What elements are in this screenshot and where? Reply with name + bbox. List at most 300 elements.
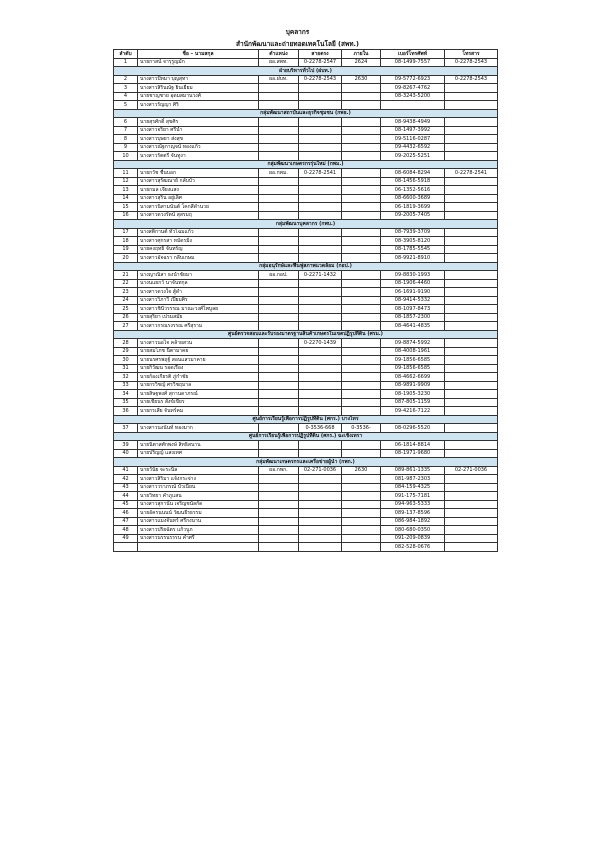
fax-number (445, 126, 498, 135)
row-number: 34 (114, 390, 138, 399)
person-name: นายคงฤทธิ์ จันทร์ญ (138, 245, 259, 254)
phone-number: 08-3243-5200 (381, 92, 445, 101)
extension (342, 211, 381, 220)
header-position: ตำแหน่ง (259, 50, 299, 59)
fax-number: 0-2278-2541 (445, 169, 498, 178)
section-header-row (114, 432, 498, 441)
extension (342, 407, 381, 416)
table-row (114, 534, 498, 543)
extension (342, 373, 381, 382)
fax-number (445, 407, 498, 416)
table-row (114, 441, 498, 450)
person-name: นายกาสน์ จารุรูญมัก (138, 58, 259, 67)
row-number: 27 (114, 322, 138, 331)
direct-line (299, 177, 342, 186)
row-number: 5 (114, 101, 138, 110)
row-number: 42 (114, 475, 138, 484)
table-row (114, 356, 498, 365)
direct-line (299, 509, 342, 518)
phone-number: 08-9921-8910 (381, 254, 445, 263)
table-row (114, 381, 498, 390)
section-label: ฝ่ายบริหารทั่วไป (ฝบท.) (114, 67, 498, 76)
row-number: 48 (114, 526, 138, 535)
extension (342, 296, 381, 305)
position (259, 177, 299, 186)
person-name: นายสิษฐพงศ์ สุกานดาภรณ์ (138, 390, 259, 399)
direct-line (299, 203, 342, 212)
direct-line (299, 398, 342, 407)
phone-number: 08-4662-6699 (381, 373, 445, 382)
direct-line (299, 449, 342, 458)
phone-number: 086-984-1892 (381, 517, 445, 526)
position (259, 534, 299, 543)
person-name: นายปริญญ์ แสงเทศ (138, 449, 259, 458)
position (259, 407, 299, 416)
row-number: 17 (114, 228, 138, 237)
fax-number (445, 152, 498, 161)
person-name: นางสาวชินีวรรรณ มาณะวงศ์ไพบูลย (138, 305, 259, 314)
position (259, 364, 299, 373)
table-row (114, 373, 498, 382)
table-row (114, 313, 498, 322)
fax-number (445, 237, 498, 246)
phone-number: 09-1856-6585 (381, 364, 445, 373)
position (259, 517, 299, 526)
row-number: 6 (114, 118, 138, 127)
header-phone: เบอร์โทรศัพท์ (381, 50, 445, 59)
position (259, 509, 299, 518)
position (259, 449, 299, 458)
phone-number: 08-9414-5332 (381, 296, 445, 305)
position: ผอ.กพม. (259, 169, 299, 178)
extension (342, 194, 381, 203)
phone-number: 08-6600-3689 (381, 194, 445, 203)
phone-number: 08-6084-8294 (381, 169, 445, 178)
row-number: 35 (114, 398, 138, 407)
table-row (114, 483, 498, 492)
phone-number: 089-861-1335 (381, 466, 445, 475)
fax-number (445, 101, 498, 110)
phone-number: 087-805-1159 (381, 398, 445, 407)
direct-line (299, 441, 342, 450)
fax-number (445, 288, 498, 297)
fax-number (445, 339, 498, 348)
extension: 0-3536- (342, 424, 381, 433)
fax-number (445, 364, 498, 373)
person-name: นายเชียนร สังข์เขียร (138, 398, 259, 407)
person-name: นางสาววราภรณ์ บัวเนียน (138, 483, 259, 492)
phone-number: 08-1971-9680 (381, 449, 445, 458)
extension (342, 483, 381, 492)
fax-number: 02-271-0036 (445, 466, 498, 475)
section-label: ศูนย์การเรียนรู้เพื่อการปฏิรูปที่ดิน (ศกร.) ฉะเชิงเทรา (114, 432, 498, 441)
phone-number: 089-137-8596 (381, 509, 445, 518)
person-name: นายนิตาสศักพงษ์ สิทธิสนาน (138, 441, 259, 450)
row-number: 1 (114, 58, 138, 67)
person-name: นายสุริยา เปรมสมัย (138, 313, 259, 322)
position (259, 390, 299, 399)
extension (342, 228, 381, 237)
row-number: 20 (114, 254, 138, 263)
table-row (114, 288, 498, 297)
position (259, 381, 299, 390)
row-number: 19 (114, 245, 138, 254)
phone-number: 08-1857-2300 (381, 313, 445, 322)
row-number: 31 (114, 364, 138, 373)
fax-number (445, 517, 498, 526)
section-header-row (114, 160, 498, 169)
person-name: นางสติกานต์ ทัวโฉมแก้ว (138, 228, 259, 237)
extension (342, 322, 381, 331)
extension (342, 237, 381, 246)
extension (342, 509, 381, 518)
row-number: 33 (114, 381, 138, 390)
phone-number: 09-5772-6923 (381, 75, 445, 84)
position (259, 186, 299, 195)
person-name: นางสาวปริยฉัตร แก้วบูภ (138, 526, 259, 535)
fax-number (445, 211, 498, 220)
extension (342, 84, 381, 93)
person-name: นางสาวสิริมา แจ้งกระจ่าง (138, 475, 259, 484)
person-name: นายชาญชาย อุดมสมานวงศ์ (138, 92, 259, 101)
table-row (114, 322, 498, 331)
phone-number: 08-1785-5545 (381, 245, 445, 254)
extension (342, 143, 381, 152)
section-label: ศูนย์ตรวจสอบและรับรองมาตรฐานสินค้าเกษตรในเขตปฏิรูปที่ดิน (ศรม.) (114, 330, 498, 339)
fax-number (445, 194, 498, 203)
header-direct-line: สายตรง (299, 50, 342, 59)
row-number: 24 (114, 296, 138, 305)
section-label: ศูนย์การเรียนรู้เพื่อการปฏิรูปที่ดิน (ศกร.) บางไทร (114, 415, 498, 424)
fax-number (445, 313, 498, 322)
person-name: นายสุรศักดิ์ สุขศิร (138, 118, 259, 127)
table-row (114, 390, 498, 399)
position (259, 526, 299, 535)
direct-line (299, 186, 342, 195)
row-number: 9 (114, 143, 138, 152)
position: ผอ.กพก. (259, 466, 299, 475)
document-subtitle: สำนักพัฒนาและถ่ายทอดเทคโนโลยี (สพท.) (236, 40, 359, 48)
position (259, 194, 299, 203)
position (259, 441, 299, 450)
fax-number (445, 424, 498, 433)
fax-number (445, 322, 498, 331)
row-number: 23 (114, 288, 138, 297)
table-row (114, 237, 498, 246)
table-row (114, 466, 498, 475)
person-name (138, 543, 259, 552)
table-row (114, 526, 498, 535)
person-name: นางนแยกว์ นาจันทกุล (138, 279, 259, 288)
section-header-row (114, 330, 498, 339)
section-header-row (114, 458, 498, 467)
person-name: นายวิทยา คำภูแสน (138, 492, 259, 501)
direct-line (299, 135, 342, 144)
table-row (114, 424, 498, 433)
phone-number: 08-4008-1961 (381, 347, 445, 356)
table-row (114, 126, 498, 135)
person-name: นางสาวดวงรัตน์ สุสรมฤ (138, 211, 259, 220)
position (259, 84, 299, 93)
direct-line (299, 526, 342, 535)
person-name: นางญาณิสา ธงนำชัยมา (138, 271, 259, 280)
position (259, 424, 299, 433)
direct-line (299, 118, 342, 127)
person-name: นางสาวนงนันท์ ทองมาก (138, 424, 259, 433)
row-number: 21 (114, 271, 138, 280)
position (259, 339, 299, 348)
phone-number: 09-8874-5992 (381, 339, 445, 348)
row-number: 10 (114, 152, 138, 161)
row-number: 44 (114, 492, 138, 501)
person-name: นางสาววิภาวี เปียมศิร (138, 296, 259, 305)
extension (342, 441, 381, 450)
direct-line: 0-2278-2547 (299, 58, 342, 67)
phone-number: 08-3905-8120 (381, 237, 445, 246)
extension (342, 517, 381, 526)
direct-line (299, 543, 342, 552)
person-name: นางสาวกรณรงรรณ ศรีสุราม (138, 322, 259, 331)
person-name: นางสาวรัตตรี จันทูงา (138, 152, 259, 161)
row-number: 46 (114, 509, 138, 518)
extension (342, 381, 381, 390)
header-extension: ภายใน (342, 50, 381, 59)
phone-number (381, 101, 445, 110)
position (259, 101, 299, 110)
direct-line (299, 305, 342, 314)
phone-number: 08-1906-4460 (381, 279, 445, 288)
phone-number: 091-209-0839 (381, 534, 445, 543)
row-number: 16 (114, 211, 138, 220)
phone-number: 084-159-4325 (381, 483, 445, 492)
position (259, 373, 299, 382)
direct-line (299, 492, 342, 501)
extension (342, 186, 381, 195)
fax-number (445, 356, 498, 365)
position (259, 483, 299, 492)
fax-number (445, 143, 498, 152)
direct-line (299, 237, 342, 246)
table-header-row (114, 50, 498, 59)
direct-line (299, 228, 342, 237)
table-row (114, 143, 498, 152)
person-name: นายกิวัฒน รอดเรือง (138, 364, 259, 373)
extension: 2630 (342, 75, 381, 84)
direct-line: 0-2271-1432 (299, 271, 342, 280)
row-number: 49 (114, 534, 138, 543)
direct-line (299, 101, 342, 110)
position (259, 152, 299, 161)
direct-line (299, 483, 342, 492)
row-number: 26 (114, 313, 138, 322)
fax-number (445, 347, 498, 356)
fax-number (445, 492, 498, 501)
phone-number: 06-1814-8814 (381, 441, 445, 450)
extension (342, 177, 381, 186)
phone-number: 08-1499-7557 (381, 58, 445, 67)
table-row (114, 203, 498, 212)
table-row (114, 517, 498, 526)
table-row (114, 84, 498, 93)
fax-number (445, 449, 498, 458)
phone-number: 08-7939-3709 (381, 228, 445, 237)
direct-line (299, 356, 342, 365)
direct-line (299, 322, 342, 331)
phone-number: 09-4216-7122 (381, 407, 445, 416)
extension (342, 245, 381, 254)
row-number: 28 (114, 339, 138, 348)
row-number: 43 (114, 483, 138, 492)
fax-number (445, 271, 498, 280)
person-name: นายกรวิชญ์ ศรวิชฤมาล (138, 381, 259, 390)
phone-number: 09-8267-4762 (381, 84, 445, 93)
table-row (114, 271, 498, 280)
person-name: นางสาวนรรนรรรน คำศรี (138, 534, 259, 543)
row-number: 11 (114, 169, 138, 178)
row-number: 12 (114, 177, 138, 186)
extension (342, 152, 381, 161)
person-name: นางสาวอัจฉรา กลีบเกษม (138, 254, 259, 263)
position (259, 356, 299, 365)
table-row (114, 449, 498, 458)
table-row (114, 254, 498, 263)
row-number: 18 (114, 237, 138, 246)
section-header-row (114, 415, 498, 424)
fax-number (445, 305, 498, 314)
fax-number (445, 186, 498, 195)
table-row (114, 509, 498, 518)
phone-number: 09-4432-6592 (381, 143, 445, 152)
direct-line (299, 211, 342, 220)
fax-number (445, 279, 498, 288)
section-header-row (114, 67, 498, 76)
direct-line: 0-2278-2543 (299, 75, 342, 84)
direct-line (299, 381, 342, 390)
position (259, 237, 299, 246)
person-name: นางสาวนอไจ คล้ายสวน (138, 339, 259, 348)
fax-number (445, 500, 498, 509)
extension (342, 126, 381, 135)
phone-number: 06-1691-9190 (381, 288, 445, 297)
position (259, 296, 299, 305)
direct-line (299, 517, 342, 526)
person-name: นางสาวแมงจันทร์ ศรีกงนาน (138, 517, 259, 526)
extension (342, 449, 381, 458)
table-row (114, 228, 498, 237)
extension (342, 543, 381, 552)
row-number: 3 (114, 84, 138, 93)
fax-number (445, 475, 498, 484)
position: ผอ.ฝบท. (259, 75, 299, 84)
position (259, 543, 299, 552)
table-row (114, 152, 498, 161)
direct-line (299, 279, 342, 288)
document-title: บุคลากร (285, 28, 310, 36)
row-number: 13 (114, 186, 138, 195)
direct-line: 0-2270-1439 (299, 339, 342, 348)
section-header-row (114, 109, 498, 118)
fax-number (445, 381, 498, 390)
extension (342, 101, 381, 110)
fax-number (445, 228, 498, 237)
person-name: นางสาวศุกรสา หมัดรมิ่ง (138, 237, 259, 246)
extension: 2624 (342, 58, 381, 67)
position (259, 254, 299, 263)
position: ผอ.กอป. (259, 271, 299, 280)
extension (342, 118, 381, 127)
direct-line (299, 534, 342, 543)
direct-line (299, 296, 342, 305)
direct-line (299, 364, 342, 373)
direct-line: 02-271-0036 (299, 466, 342, 475)
person-name: นายกรเสีย จันทร์คม (138, 407, 259, 416)
table-row (114, 407, 498, 416)
phone-number: 08-1456-5918 (381, 177, 445, 186)
person-name: นายวันัย จะระนิล (138, 466, 259, 475)
fax-number (445, 483, 498, 492)
row-number: 14 (114, 194, 138, 203)
extension (342, 92, 381, 101)
extension (342, 288, 381, 297)
fax-number (445, 534, 498, 543)
row-number: 15 (114, 203, 138, 212)
row-number: 37 (114, 424, 138, 433)
extension (342, 203, 381, 212)
row-number: 39 (114, 441, 138, 450)
row-number: 25 (114, 305, 138, 314)
table-row (114, 475, 498, 484)
phone-number: 08-9891-9909 (381, 381, 445, 390)
phone-number: 08-0296-5520 (381, 424, 445, 433)
fax-number (445, 441, 498, 450)
person-name: นางสาวสุกานัน เจริญชนัลกัด (138, 500, 259, 509)
section-label: กลุ่มพัฒนาสถาบันและธุรกิจชุมชน (กพธ.) (114, 109, 498, 118)
phone-number: 08-1497-3992 (381, 126, 445, 135)
phone-number: 06-1352-5616 (381, 186, 445, 195)
position (259, 118, 299, 127)
direct-line (299, 84, 342, 93)
person-name: นายกมล เจียงแสง (138, 186, 259, 195)
section-label: กลุ่มพัฒนาบุคลากร (กพบ.) (114, 220, 498, 229)
row-number: 45 (114, 500, 138, 509)
table-row (114, 177, 498, 186)
person-name: นางสาวสุรัฒณาย์ กลับบัว (138, 177, 259, 186)
position (259, 500, 299, 509)
header-no: ลำดับ (114, 50, 138, 59)
extension (342, 169, 381, 178)
person-name: นางสาวบุษยา ส่งสุข (138, 135, 259, 144)
table-row (114, 58, 498, 67)
phone-number: 094-963-5333 (381, 500, 445, 509)
table-row (114, 211, 498, 220)
table-row (114, 169, 498, 178)
row-number: 47 (114, 517, 138, 526)
extension (342, 254, 381, 263)
extension (342, 279, 381, 288)
fax-number (445, 92, 498, 101)
row-number: 7 (114, 126, 138, 135)
fax-number (445, 245, 498, 254)
position (259, 143, 299, 152)
extension (342, 305, 381, 314)
person-name: นางสาวจริยา ศรีนํ้า (138, 126, 259, 135)
table-row (114, 339, 498, 348)
row-number: 30 (114, 356, 138, 365)
section-header-row (114, 262, 498, 271)
direct-line (299, 390, 342, 399)
row-number: 41 (114, 466, 138, 475)
header-name: ชื่อ – นามสกุล (138, 50, 259, 59)
